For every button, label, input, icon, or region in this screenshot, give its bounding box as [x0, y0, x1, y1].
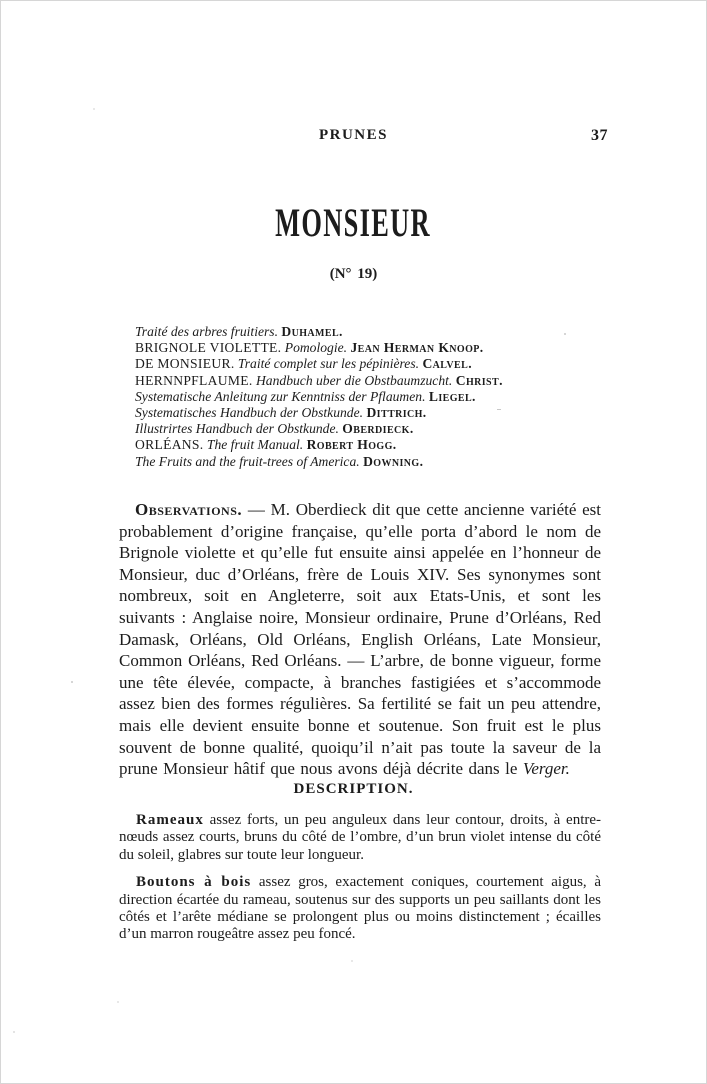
page-number: 37 [591, 127, 608, 144]
bibliography-entry [135, 373, 605, 389]
bibliography-entry [135, 340, 605, 356]
bibliography-entry [135, 405, 605, 421]
scan-speck [564, 333, 566, 335]
scan-speck [13, 1031, 15, 1033]
bibliography-entry [135, 437, 605, 453]
scan-speck [497, 409, 501, 410]
running-head [1, 127, 706, 149]
scan-speck [117, 1001, 119, 1003]
bibliography-entry [135, 421, 605, 437]
bibliography-entry [135, 454, 605, 470]
bib-entry-author: Calvel. [422, 356, 472, 372]
bib-entry-author: Duhamel. [281, 324, 343, 339]
section-body: assez gros, exactement coniques, courtement aigus, à direction écartée du rameau, soutenus sur des supports un peu saillants dont les côtés et l’arête médiane se prolongent plus ou moins distinctement ; écailles d’un marron rougeâtre assez peu foncé. [119, 874, 601, 943]
observations-paragraph [119, 499, 601, 780]
section-body: assez forts, un peu anguleux dans leur contour, droits, à entre-nœuds assez courts, bruns du côté de l’ombre, d’un brun violet intense du côté du soleil, glabres sur toute leur longueur. [119, 812, 602, 863]
bib-entry-title: The Fruits and the fruit-trees of America. [135, 453, 360, 469]
bib-entry-title: Illustrirtes Handbuch der Obstkunde. [135, 421, 339, 437]
scan-speck [93, 108, 95, 110]
bib-entry-title: Traité complet sur les pépinières. [237, 356, 420, 372]
bib-entry-author: Liegel. [428, 388, 476, 404]
bib-entry-author: Downing. [363, 453, 424, 469]
variety-title-text: MONSIEUR [275, 200, 432, 245]
bibliography-entry [135, 324, 605, 340]
description-heading: DESCRIPTION. [293, 781, 414, 797]
bib-entry-name: DE MONSIEUR. [135, 356, 235, 372]
scan-speck [351, 960, 353, 962]
bib-entry-title: Systematische Anleitung zur Kenntniss der Pflaumen. [135, 388, 426, 404]
bib-entry-author: Oberdieck. [342, 421, 414, 437]
bibliography-entry [135, 356, 605, 372]
bib-entry-name: HERNNPFLAUME. [135, 372, 253, 388]
scan-speck [71, 681, 73, 683]
bibliography-list [135, 324, 605, 470]
variety-title [1, 199, 706, 246]
bib-entry-title: Pomologie. [284, 340, 348, 356]
bib-entry-title: Traité des arbres fruitiers. [135, 324, 278, 339]
description-section-boutons [119, 874, 601, 944]
bib-entry-title: Systematisches Handbuch der Obstkunde. [135, 405, 364, 421]
bib-entry-title: Handbuch uber die Obstbaumzucht. [255, 372, 453, 388]
description-section-rameaux [119, 812, 601, 864]
bib-entry-author: Jean Herman Knoop. [350, 340, 484, 356]
section-lead: Rameaux [136, 812, 204, 828]
observations-lead: Observations. [135, 500, 243, 519]
description-sections [119, 812, 601, 954]
bib-entry-name: BRIGNOLE VIOLETTE. [135, 340, 282, 356]
running-title: PRUNES [318, 127, 388, 143]
observations-italic-tail: Verger. [522, 759, 570, 779]
variety-number: (N° 19) [329, 266, 378, 282]
bib-entry-author: Dittrich. [366, 405, 427, 421]
bib-entry-author: Robert Hogg. [306, 437, 397, 453]
observations-body: — M. Oberdieck dit que cette ancienne variété est probablement d’origine française, qu’elle porta d’abord le nom de Brignole violette et qu’elle fut ensuite ainsi appelée en l’honneur de Monsieur, duc d’Orléans, frère de Louis XIV. Ses synonymes sont nombreux, soit en Angleterre, soit aux Etats-Unis, et sont les suivants : Anglaise noire, Monsieur ordinaire, Prune d’Orléans, Red Damask, Orléans, Old Orléans, English Orléans, Late Monsieur, Common Orléans, Red Orléans. — L’arbre, de bonne vigueur, forme une tête élevée, compacte, à branches fastigiées et s’accommode assez bien des formes régulières. Sa fertilité se fait un peu attendre, mais elle devient ensuite bonne et soutenue. Son fruit est le plus souvent de bonne qualité, quoiqu’il n’ait pas toute la saveur de la prune Monsieur hâtif que nous avons déjà décrite dans le [119, 500, 601, 779]
bib-entry-author: Christ. [455, 372, 503, 388]
bib-entry-title: The fruit Manual. [206, 437, 304, 453]
bib-entry-name: ORLÉANS. [135, 437, 204, 453]
bibliography-entry [135, 389, 605, 405]
section-lead: Boutons à bois [136, 874, 252, 891]
